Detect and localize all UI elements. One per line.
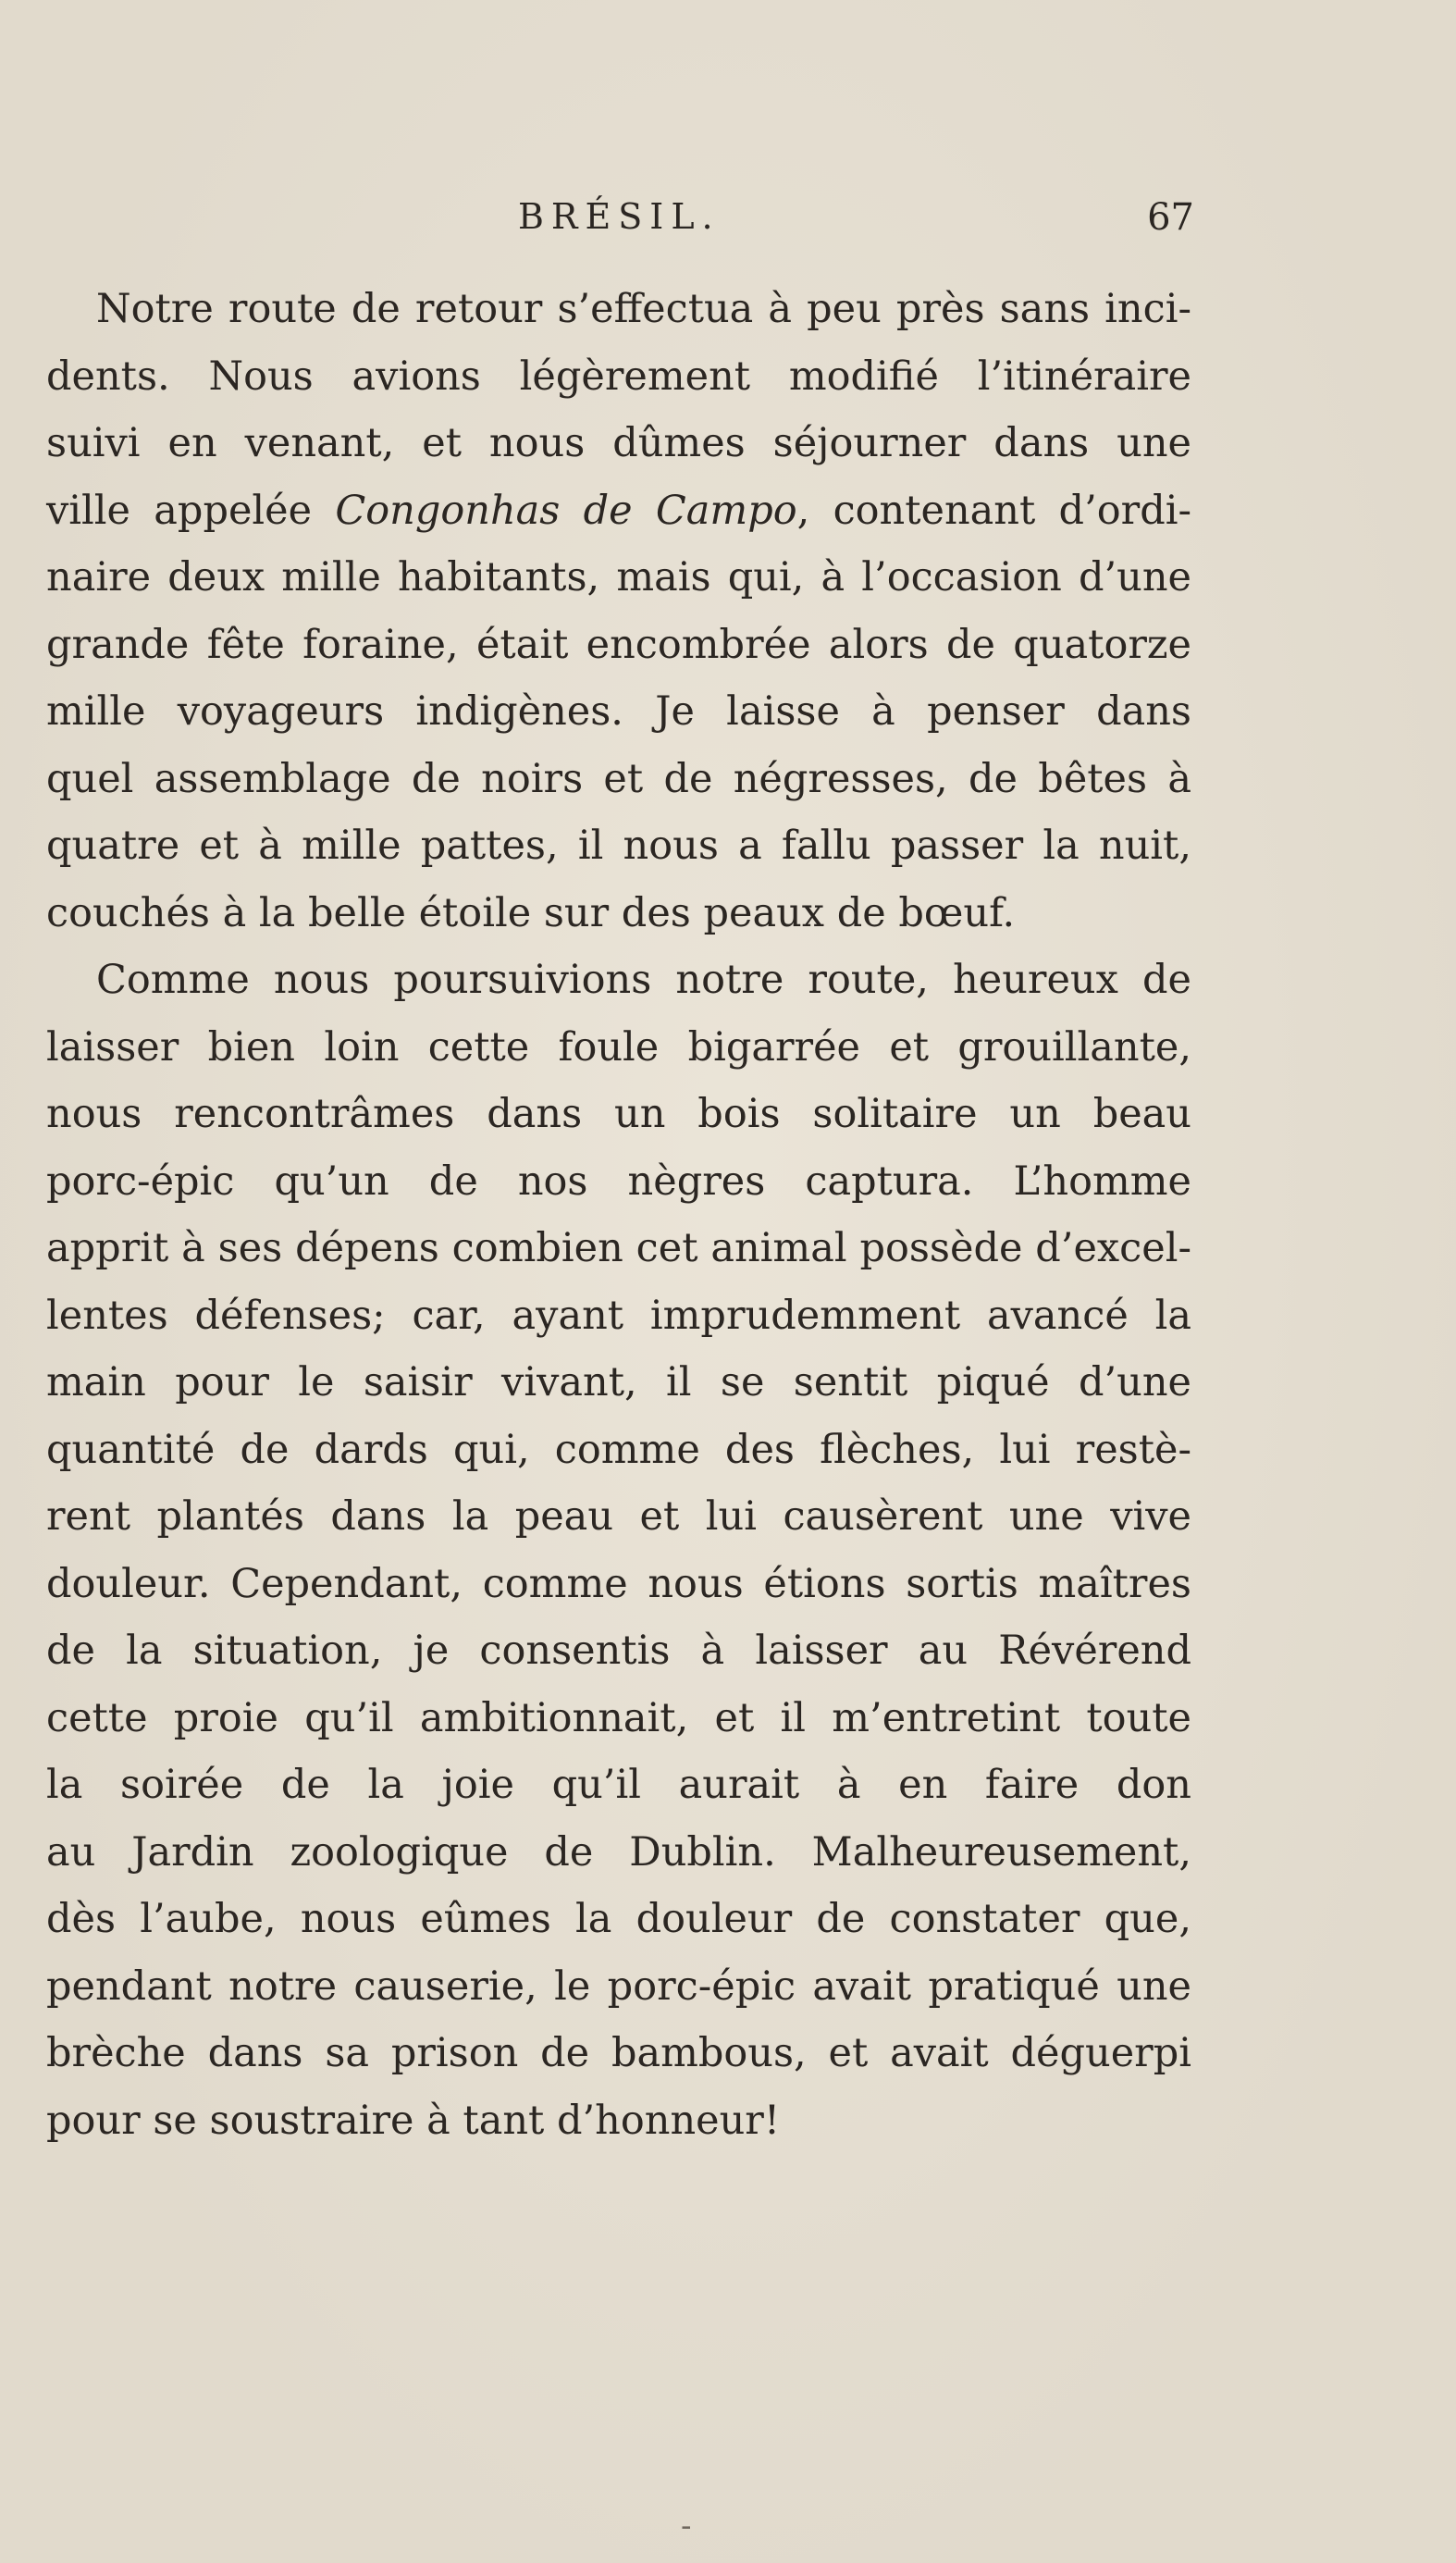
text-line: pendant notre causerie, le porc-épic avait pratiqué une — [46, 1962, 1191, 2010]
text-line: dès l’aube, nous eûmes la douleur de constater que, — [46, 1896, 1191, 1942]
text-line: lentes défenses; car, ayant imprudemment avancé la — [46, 1292, 1191, 1339]
text-line: la soirée de la joie qu’il aurait à en faire don — [46, 1762, 1191, 1808]
italic-place-name: Congonhas de Campo — [335, 487, 797, 534]
text-line — [46, 477, 1191, 545]
text-line: nous rencontrâmes dans un bois solitaire un beau — [46, 1091, 1191, 1137]
text-line: naire deux mille habitants, mais qui, à l’occasion d’une — [46, 554, 1191, 601]
text-line: dents. Nous avions légèrement modifié l’itinéraire — [46, 353, 1191, 400]
running-title: BRÉSIL. — [518, 196, 721, 237]
text-line: quatre et à mille pattes, il nous a fallu passer la nuit, — [46, 823, 1191, 869]
text-line: Notre route de retour s’effectua à peu près sans inci- — [96, 286, 1191, 332]
body-text — [46, 276, 1191, 2154]
text-line: apprit à ses dépens combien cet animal possède d’excel- — [46, 1225, 1191, 1271]
text-line: quantité de dards qui, comme des flèches, lui restè- — [46, 1426, 1191, 1473]
text-line: quel assemblage de noirs et de négresses, de bêtes à — [46, 755, 1191, 802]
text-line: rent plantés dans la peau et lui causèrent une vive — [46, 1493, 1191, 1540]
text-line-suffix: , contenant d’ordi- — [796, 487, 1192, 534]
text-line-prefix: ville appelée — [46, 487, 336, 534]
text-line: brèche dans sa prison de bambous, et avait déguerpi — [46, 2030, 1191, 2076]
text-line: porc-épic qu’un de nos nègres captura. L’homme — [46, 1158, 1191, 1205]
text-line: au Jardin zoologique de Dublin. Malheureusement, — [46, 1828, 1191, 1876]
text-line: pour se soustraire à tant d’honneur! — [46, 2097, 781, 2144]
text-line: douleur. Cependant, comme nous étions sortis maîtres — [46, 1560, 1191, 1607]
text-line: cette proie qu’il ambitionnait, et il m’entretint toute — [46, 1694, 1191, 1741]
text-line: laisser bien loin cette foule bigarrée et grouillante, — [46, 1023, 1191, 1071]
text-line: de la situation, je consentis à laisser au Révérend — [46, 1628, 1191, 1674]
text-line: Comme nous poursuivions notre route, heureux de — [96, 957, 1191, 1003]
text-line: main pour le saisir vivant, il se sentit piqué d’une — [46, 1359, 1191, 1405]
running-header — [46, 196, 1193, 242]
text-line: suivi en venant, et nous dûmes séjourner dans une — [46, 420, 1191, 466]
text-line: grande fête foraine, était encombrée alors de quatorze — [46, 621, 1191, 668]
text-line: couchés à la belle étoile sur des peaux de bœuf. — [46, 889, 1016, 936]
footer-mark: - — [681, 2507, 692, 2544]
text-line: mille voyageurs indigènes. Je laisse à penser dans — [46, 688, 1191, 735]
page-number: 67 — [1147, 196, 1194, 239]
